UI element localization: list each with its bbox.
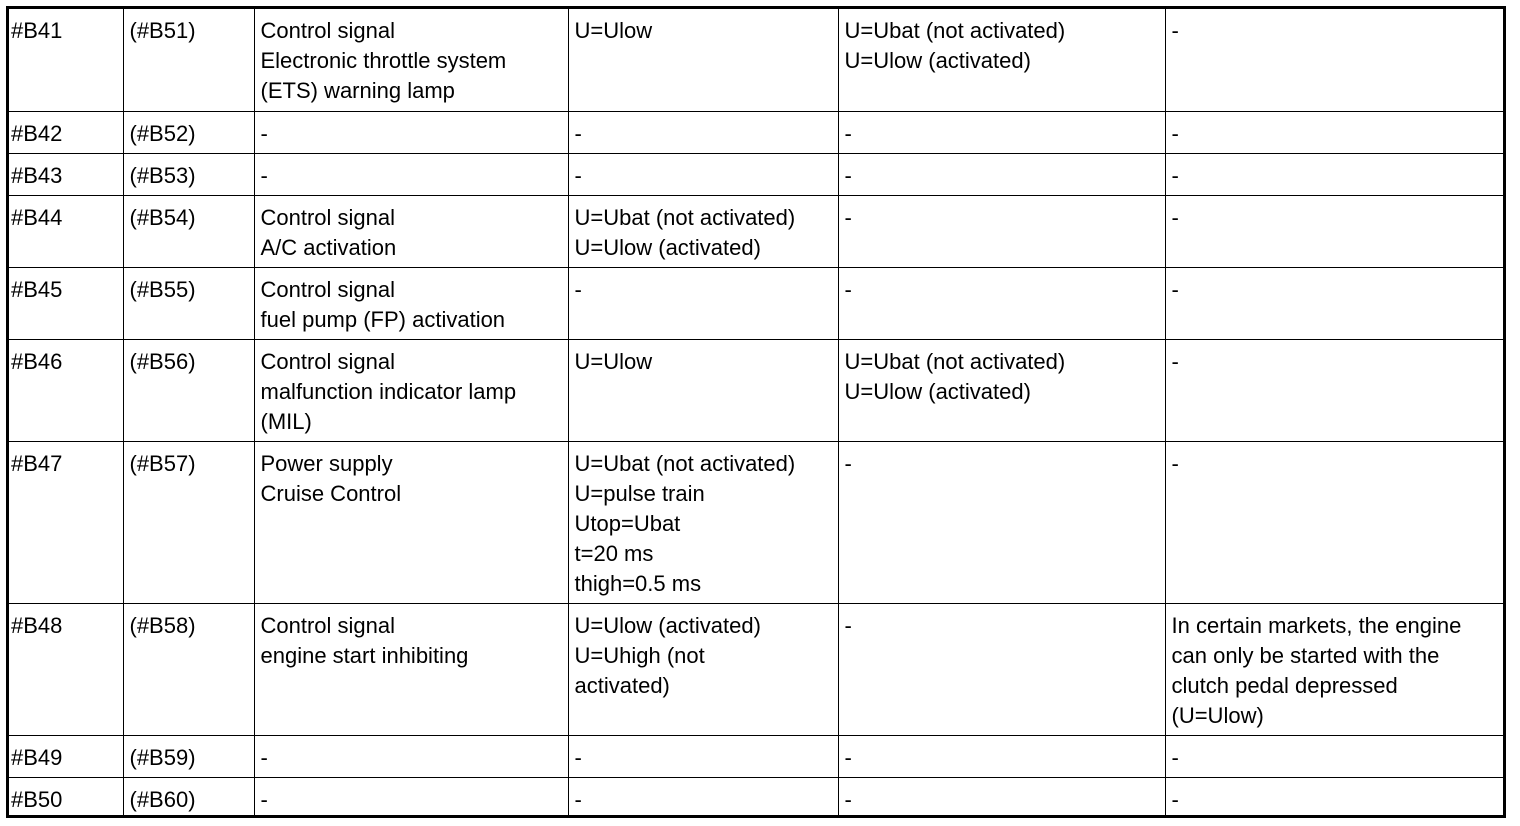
cell-line: Control signal bbox=[260, 612, 396, 638]
pin-cell: #B46 bbox=[9, 339, 123, 441]
description-cell bbox=[254, 195, 568, 267]
pin-cell: #B49 bbox=[9, 735, 123, 777]
value-b-cell bbox=[838, 153, 1165, 195]
pin-table-sheet bbox=[6, 6, 1506, 818]
description-cell bbox=[254, 9, 568, 111]
description-cell bbox=[254, 735, 568, 777]
cell-line: (U=Ulow) bbox=[1171, 702, 1264, 728]
cell-line: - bbox=[260, 786, 268, 812]
description-cell bbox=[254, 603, 568, 735]
value-b-cell bbox=[838, 777, 1165, 817]
description-cell bbox=[254, 153, 568, 195]
value-b-cell bbox=[838, 111, 1165, 153]
cell-line: Electronic throttle system bbox=[260, 48, 507, 73]
pin-cell: #B43 bbox=[9, 153, 123, 195]
cell-line: Control signal bbox=[260, 276, 396, 302]
cell-line: - bbox=[844, 204, 852, 230]
value-a-cell bbox=[568, 9, 838, 111]
cell-line: U=Ubat (not activated) bbox=[574, 204, 796, 230]
cell-line: - bbox=[844, 612, 852, 638]
cell-line: Control signal bbox=[260, 18, 396, 43]
value-b-cell bbox=[838, 339, 1165, 441]
cell-line: U=Ulow (activated) bbox=[574, 612, 761, 638]
cell-line: In certain markets, the engine bbox=[1171, 612, 1462, 638]
cell-line: (MIL) bbox=[260, 408, 312, 434]
cell-line: (ETS) warning lamp bbox=[260, 78, 455, 103]
value-a-cell bbox=[568, 339, 838, 441]
table-row bbox=[9, 195, 1506, 267]
remark-cell bbox=[1165, 153, 1506, 195]
cell-line: Control signal bbox=[260, 204, 396, 230]
cell-line: clutch pedal depressed bbox=[1171, 672, 1398, 698]
pin-cell: #B50 bbox=[9, 777, 123, 817]
remark-cell bbox=[1165, 441, 1506, 603]
remark-cell bbox=[1165, 777, 1506, 817]
cell-line: U=Ulow (activated) bbox=[844, 48, 1031, 73]
remark-cell bbox=[1165, 735, 1506, 777]
alt-pin-cell: (#B59) bbox=[123, 735, 254, 777]
pin-cell: #B44 bbox=[9, 195, 123, 267]
remark-cell bbox=[1165, 339, 1506, 441]
cell-line: - bbox=[844, 450, 852, 476]
pin-cell: #B47 bbox=[9, 441, 123, 603]
value-b-cell bbox=[838, 441, 1165, 603]
value-a-cell bbox=[568, 195, 838, 267]
cell-line: t=20 ms bbox=[574, 540, 654, 566]
value-a-cell bbox=[568, 153, 838, 195]
table-row bbox=[9, 339, 1506, 441]
pin-table-body bbox=[9, 9, 1506, 817]
alt-pin-cell: (#B51) bbox=[123, 9, 254, 111]
cell-line: - bbox=[574, 786, 582, 812]
remark-cell bbox=[1165, 9, 1506, 111]
cell-line: - bbox=[1171, 786, 1179, 812]
cell-line: U=Ubat (not activated) bbox=[574, 450, 796, 476]
value-a-cell bbox=[568, 441, 838, 603]
cell-line: malfunction indicator lamp bbox=[260, 378, 517, 404]
value-b-cell bbox=[838, 9, 1165, 111]
cell-line: - bbox=[1171, 18, 1179, 43]
cell-line: U=Ubat (not activated) bbox=[844, 348, 1066, 374]
cell-line: U=Ulow bbox=[574, 348, 653, 374]
value-a-cell bbox=[568, 603, 838, 735]
cell-line: U=Ulow (activated) bbox=[574, 234, 761, 260]
alt-pin-cell: (#B56) bbox=[123, 339, 254, 441]
cell-line: - bbox=[844, 744, 852, 770]
pin-cell: #B42 bbox=[9, 111, 123, 153]
cell-line: engine start inhibiting bbox=[260, 642, 469, 668]
cell-line: Control signal bbox=[260, 348, 396, 374]
pin-cell: #B41 bbox=[9, 9, 123, 111]
alt-pin-cell: (#B52) bbox=[123, 111, 254, 153]
table-row bbox=[9, 111, 1506, 153]
cell-line: thigh=0.5 ms bbox=[574, 570, 702, 596]
remark-cell bbox=[1165, 603, 1506, 735]
cell-line: - bbox=[574, 120, 582, 146]
cell-line: Power supply bbox=[260, 450, 393, 476]
description-cell bbox=[254, 111, 568, 153]
value-b-cell bbox=[838, 195, 1165, 267]
alt-pin-cell: (#B54) bbox=[123, 195, 254, 267]
value-a-cell bbox=[568, 735, 838, 777]
cell-line: U=Ulow (activated) bbox=[844, 378, 1031, 404]
value-b-cell bbox=[838, 267, 1165, 339]
table-row bbox=[9, 441, 1506, 603]
remark-cell bbox=[1165, 111, 1506, 153]
cell-line: - bbox=[1171, 204, 1179, 230]
cell-line: can only be started with the bbox=[1171, 642, 1440, 668]
cell-line: - bbox=[844, 786, 852, 812]
table-row bbox=[9, 267, 1506, 339]
cell-line: - bbox=[260, 120, 268, 146]
cell-line: - bbox=[844, 120, 852, 146]
description-cell bbox=[254, 777, 568, 817]
cell-line: - bbox=[1171, 348, 1179, 374]
value-a-cell bbox=[568, 267, 838, 339]
cell-line: A/C activation bbox=[260, 234, 397, 260]
cell-line: - bbox=[260, 162, 268, 188]
alt-pin-cell: (#B58) bbox=[123, 603, 254, 735]
remark-cell bbox=[1165, 267, 1506, 339]
cell-line: - bbox=[1171, 744, 1179, 770]
table-row bbox=[9, 603, 1506, 735]
cell-line: - bbox=[574, 162, 582, 188]
alt-pin-cell: (#B57) bbox=[123, 441, 254, 603]
pin-cell: #B48 bbox=[9, 603, 123, 735]
description-cell bbox=[254, 339, 568, 441]
description-cell bbox=[254, 267, 568, 339]
cell-line: - bbox=[1171, 162, 1179, 188]
cell-line: Utop=Ubat bbox=[574, 510, 681, 536]
remark-cell bbox=[1165, 195, 1506, 267]
cell-line: U=Ubat (not activated) bbox=[844, 18, 1066, 43]
cell-line: - bbox=[1171, 120, 1179, 146]
cell-line: - bbox=[1171, 450, 1179, 476]
value-a-cell bbox=[568, 111, 838, 153]
alt-pin-cell: (#B53) bbox=[123, 153, 254, 195]
table-row bbox=[9, 777, 1506, 817]
cell-line: U=pulse train bbox=[574, 480, 705, 506]
cell-line: activated) bbox=[574, 672, 670, 698]
cell-line: - bbox=[574, 744, 582, 770]
pin-table bbox=[9, 9, 1506, 817]
cell-line: - bbox=[1171, 276, 1179, 302]
value-b-cell bbox=[838, 735, 1165, 777]
cell-line: - bbox=[574, 276, 582, 302]
description-cell bbox=[254, 441, 568, 603]
cell-line: - bbox=[844, 162, 852, 188]
value-a-cell bbox=[568, 777, 838, 817]
table-row bbox=[9, 735, 1506, 777]
table-row bbox=[9, 9, 1506, 111]
alt-pin-cell: (#B60) bbox=[123, 777, 254, 817]
cell-line: fuel pump (FP) activation bbox=[260, 306, 506, 332]
cell-line: - bbox=[844, 276, 852, 302]
cell-line: Cruise Control bbox=[260, 480, 402, 506]
alt-pin-cell: (#B55) bbox=[123, 267, 254, 339]
cell-line: - bbox=[260, 744, 268, 770]
value-b-cell bbox=[838, 603, 1165, 735]
cell-line: U=Ulow bbox=[574, 18, 653, 43]
pin-cell: #B45 bbox=[9, 267, 123, 339]
table-row bbox=[9, 153, 1506, 195]
cell-line: U=Uhigh (not bbox=[574, 642, 705, 668]
